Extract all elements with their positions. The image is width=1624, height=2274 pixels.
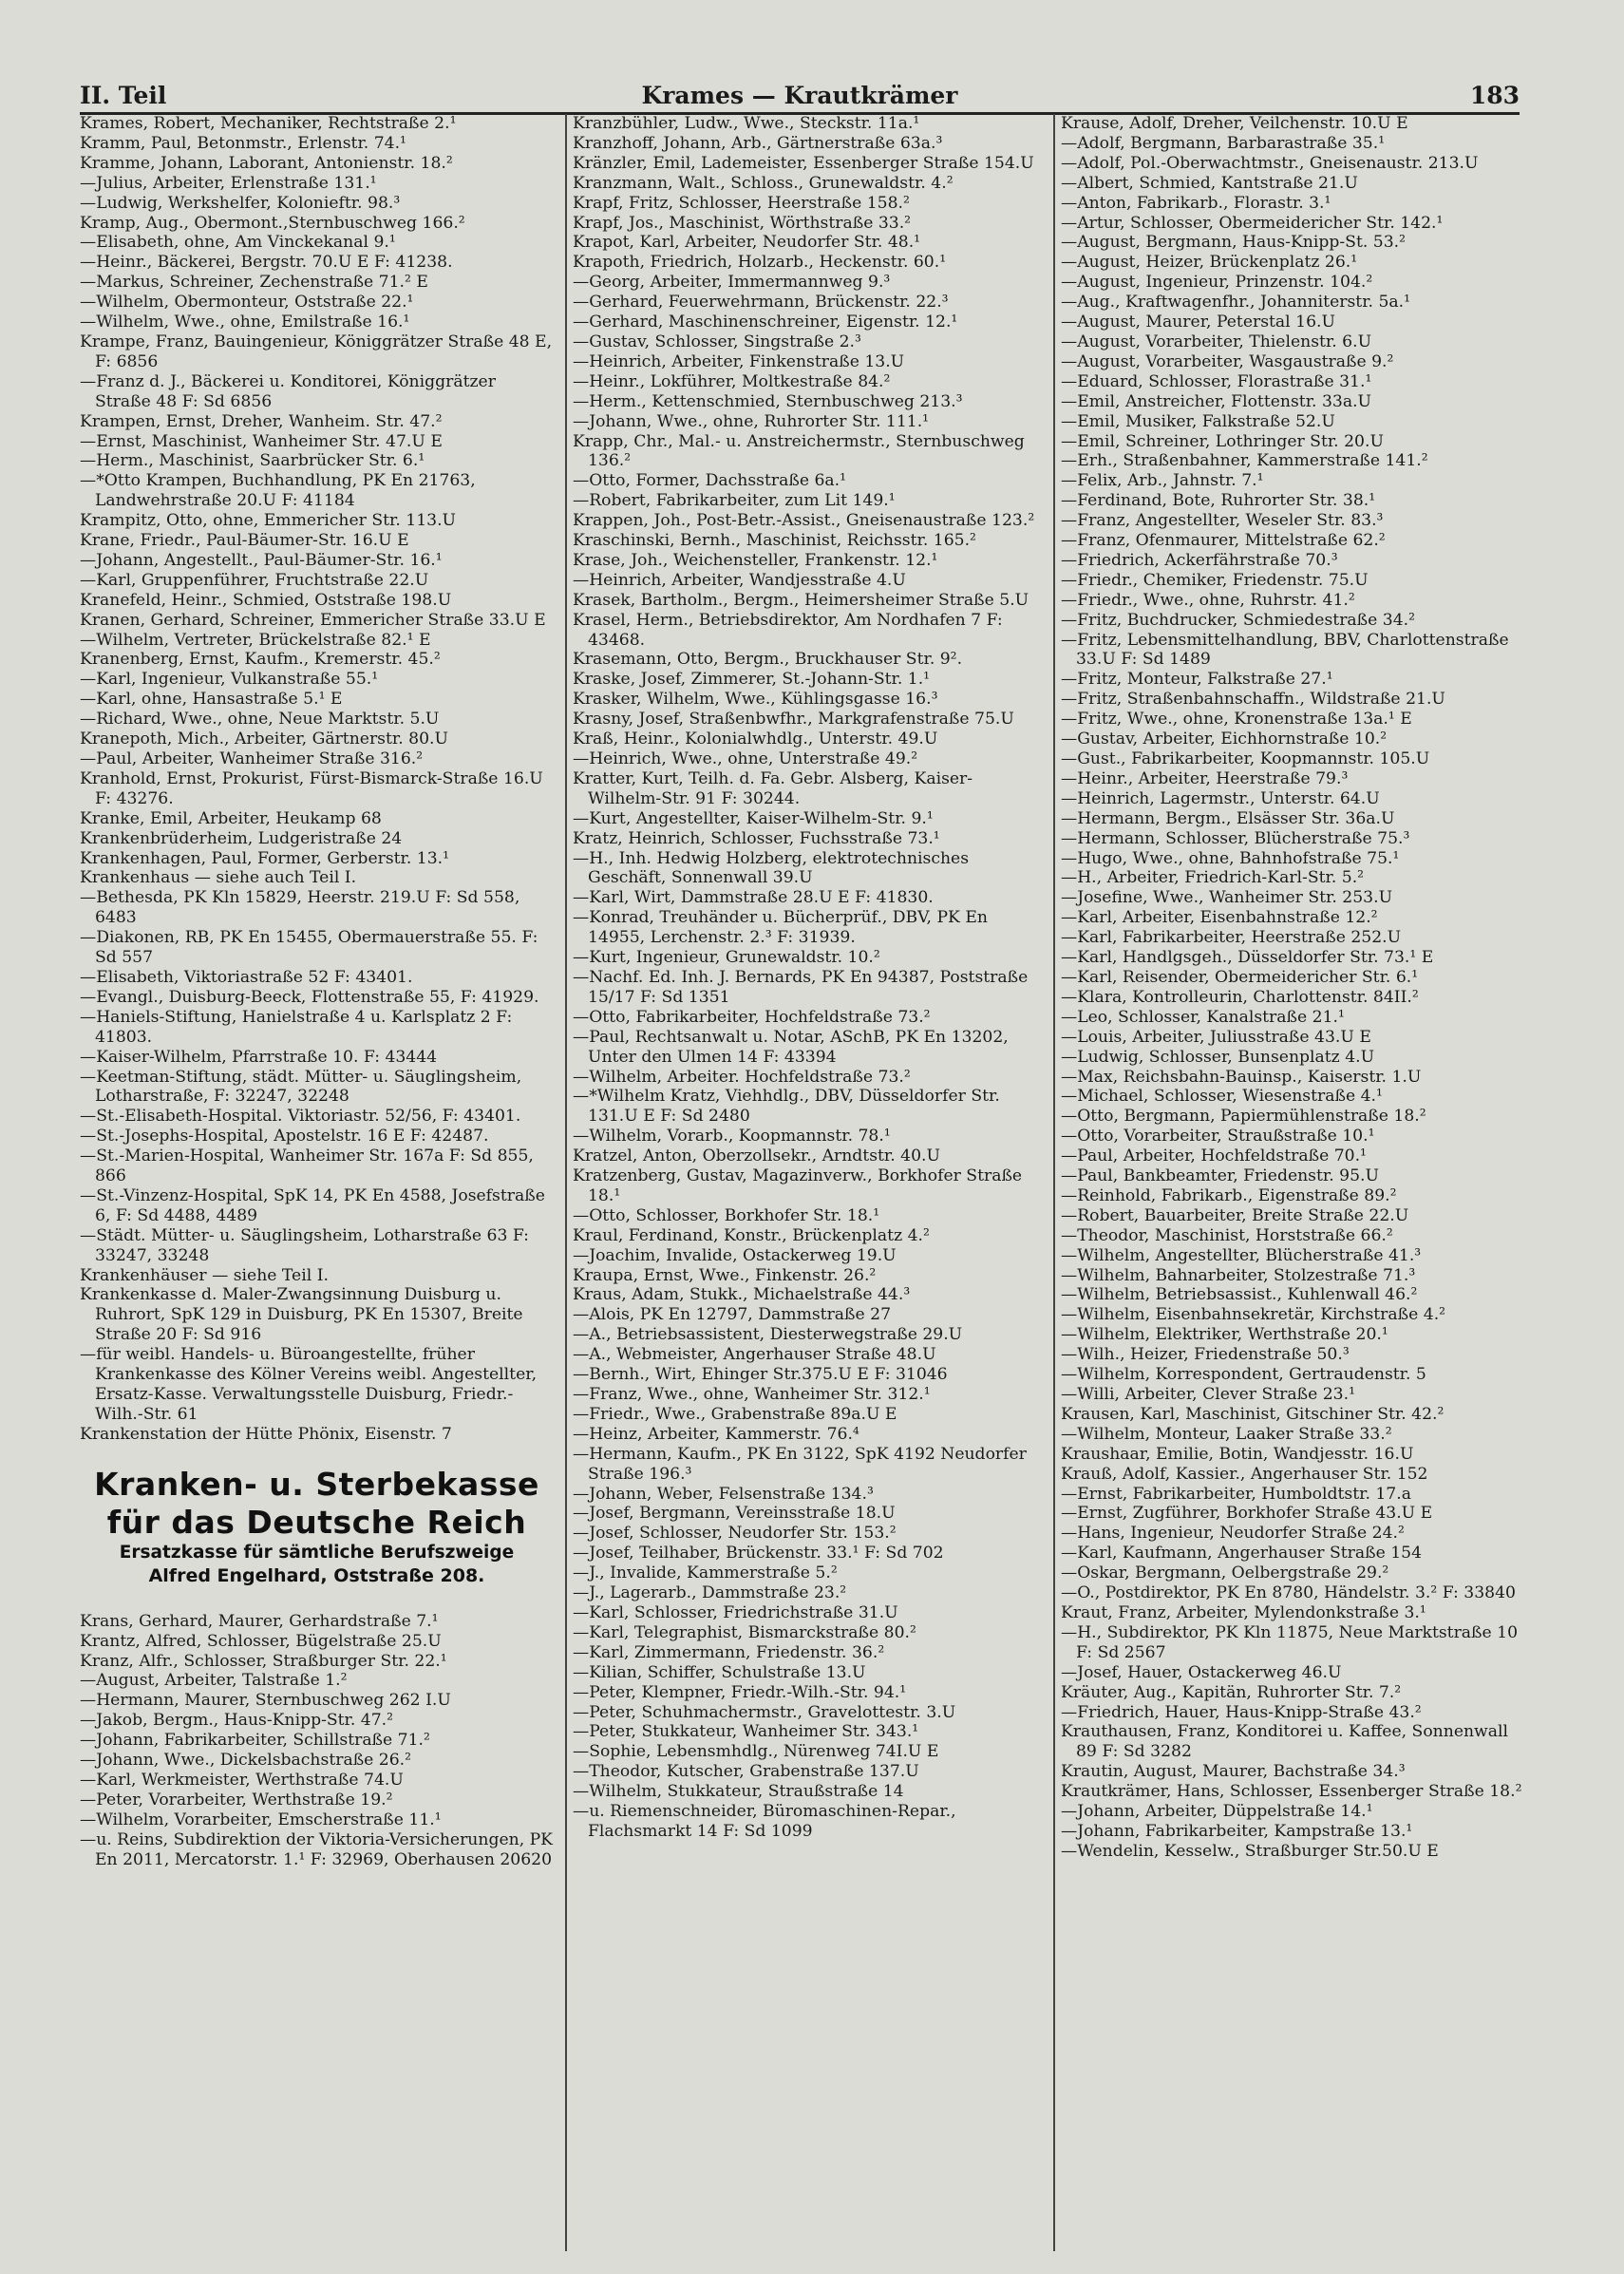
directory-entry: Krapot, Karl, Arbeiter, Neudorfer Str. 48.¹	[573, 233, 921, 253]
directory-entry: —Emil, Schreiner, Lothringer Str. 20.U	[1061, 431, 1384, 451]
directory-entry: Kraut, Franz, Arbeiter, Mylendonkstraße 3.¹	[1061, 1602, 1426, 1622]
directory-entry: —Diakonen, RB, PK En 15455, Obermauerstraße 55. F: Sd 557	[80, 928, 538, 968]
directory-entry: Krankenhagen, Paul, Former, Gerberstr. 13.¹	[80, 848, 450, 868]
directory-entry: —Otto, Fabrikarbeiter, Hochfeldstraße 73.²	[573, 1007, 931, 1027]
directory-entry: —August, Bergmann, Haus-Knipp-St. 53.²	[1061, 233, 1407, 253]
directory-entry: —J., Lagerarb., Dammstraße 23.²	[573, 1583, 847, 1603]
directory-entry: Krane, Friedr., Paul-Bäumer-Str. 16.U E	[80, 531, 409, 551]
directory-entry: Krauthausen, Franz, Konditorei u. Kaffee, Sonnenwall 89 F: Sd 3282	[1061, 1722, 1509, 1762]
directory-entry: —für weibl. Handels- u. Büroangestellte, früher Krankenkasse des Kölner Vereins weibl. Angestellter, Ersatz-Kasse. Verwaltungsstelle Duisburg, Friedr.-Wilh.-Str. 61	[80, 1345, 538, 1424]
directory-entry: —Michael, Schlosser, Wiesenstraße 4.¹	[1061, 1087, 1383, 1107]
directory-entry: —u. Riemenschneider, Büromaschinen-Repar., Flachsmarkt 14 F: Sd 1099	[573, 1802, 956, 1841]
directory-entry: Krasek, Bartholm., Bergm., Heimersheimer Straße 5.U	[573, 590, 1029, 610]
directory-entry: —Friedr., Chemiker, Friedenstr. 75.U	[1061, 570, 1369, 590]
directory-entry: —Hermann, Maurer, Sternbuschweg 262 I.U	[80, 1691, 451, 1711]
ad-contact: Alfred Engelhard, Oststraße 208.	[148, 1564, 485, 1586]
directory-entry: —Karl, Wirt, Dammstraße 28.U E F: 41830.	[573, 888, 934, 908]
directory-entry: —Paul, Arbeiter, Wanheimer Straße 316.²	[80, 749, 424, 768]
directory-entry: —Ernst, Maschinist, Wanheimer Str. 47.U E	[80, 431, 443, 451]
directory-entry: Krapp, Chr., Mal.- u. Anstreichermstr., Sternbuschweg 136.²	[573, 431, 1025, 471]
directory-entry: —Städt. Mütter- u. Säuglingsheim, Lotharstraße 63 F: 33247, 33248	[80, 1225, 529, 1265]
directory-entry: —August, Maurer, Peterstal 16.U	[1061, 313, 1335, 332]
column-1-entries-bottom	[80, 1612, 554, 1870]
directory-entry: —Emil, Anstreicher, Flottenstr. 33a.U	[1061, 391, 1372, 411]
directory-entry: Kranzhoff, Johann, Arb., Gärtnerstraße 63a.³	[573, 133, 943, 153]
directory-entry: —Fritz, Straßenbahnschaffn., Wildstraße 21.U	[1061, 690, 1445, 710]
directory-entry: —Ernst, Fabrikarbeiter, Humboldtstr. 17.a	[1061, 1484, 1411, 1504]
directory-entry: —Adolf, Bergmann, Barbarastraße 35.¹	[1061, 133, 1386, 153]
directory-entry: Kranepoth, Mich., Arbeiter, Gärtnerstr. 80.U	[80, 730, 448, 749]
directory-entry: —Otto, Bergmann, Papiermühlenstraße 18.²	[1061, 1107, 1426, 1127]
directory-entry: —A., Webmeister, Angerhauser Straße 48.U	[573, 1345, 936, 1365]
directory-entry: —Peter, Vorarbeiter, Werthstraße 19.²	[80, 1790, 393, 1810]
directory-entry: Krantz, Alfred, Schlosser, Bügelstraße 25.U	[80, 1631, 442, 1651]
directory-entry: Krampe, Franz, Bauingenieur, Königgrätzer Straße 48 E, F: 6856	[80, 332, 553, 371]
directory-entry: —Karl, Werkmeister, Werthstraße 74.U	[80, 1770, 404, 1790]
directory-entry: —Alois, PK En 12797, Dammstraße 27	[573, 1305, 892, 1325]
directory-entry: —Reinhold, Fabrikarb., Eigenstraße 89.²	[1061, 1185, 1397, 1205]
directory-entry: —Konrad, Treuhänder u. Bücherprüf., DBV, PK En 14955, Lerchenstr. 2.³ F: 31939.	[573, 908, 988, 948]
directory-entry: Kraus, Adam, Stukk., Michaelstraße 44.³	[573, 1285, 911, 1305]
directory-entry: —Anton, Fabrikarb., Florastr. 3.¹	[1061, 193, 1331, 213]
directory-entry: —Otto, Vorarbeiter, Straußstraße 10.¹	[1061, 1127, 1375, 1146]
directory-entry: Krautin, August, Maurer, Bachstraße 34.³	[1061, 1762, 1406, 1782]
directory-entry: —Karl, Arbeiter, Eisenbahnstraße 12.²	[1061, 908, 1378, 928]
directory-entry: —Karl, Ingenieur, Vulkanstraße 55.¹	[80, 670, 379, 690]
directory-entry: —Heinz, Arbeiter, Kammerstr. 76.⁴	[573, 1424, 859, 1444]
directory-entry: —Fritz, Buchdrucker, Schmiedestraße 34.²	[1061, 610, 1416, 630]
column-3	[1053, 114, 1527, 2251]
directory-entry: —Wilhelm, Arbeiter. Hochfeldstraße 73.²	[573, 1067, 911, 1087]
directory-entry: —Kurt, Angestellter, Kaiser-Wilhelm-Str. 9.¹	[573, 808, 934, 828]
directory-entry: —Jakob, Bergm., Haus-Knipp-Str. 47.²	[80, 1711, 394, 1731]
directory-entry: —Leo, Schlosser, Kanalstraße 21.¹	[1061, 1007, 1345, 1027]
directory-entry: Kratter, Kurt, Teilh. d. Fa. Gebr. Alsberg, Kaiser-Wilhelm-Str. 91 F: 30244.	[573, 768, 973, 808]
directory-entry: —Karl, Telegraphist, Bismarckstraße 80.²	[573, 1622, 916, 1642]
directory-entry: —Wilhelm, Betriebsassist., Kuhlenwall 46.²	[1061, 1285, 1418, 1305]
ad-title-line-1: Kranken- u. Sterbekasse	[94, 1465, 539, 1503]
directory-entry: Krankenstation der Hütte Phönix, Eisenstr. 7	[80, 1424, 452, 1444]
directory-entry: —Josef, Hauer, Ostackerweg 46.U	[1061, 1662, 1342, 1682]
directory-entry: Krappen, Joh., Post-Betr.-Assist., Gneisenaustraße 123.²	[573, 511, 1035, 531]
directory-entry: —Fritz, Wwe., ohne, Kronenstraße 13a.¹ E	[1061, 710, 1412, 730]
directory-entry: —Karl, Reisender, Obermeidericher Str. 6.¹	[1061, 967, 1419, 987]
directory-entry: Krampitz, Otto, ohne, Emmericher Str. 113.U	[80, 511, 457, 531]
directory-entry: —August, Vorarbeiter, Thielenstr. 6.U	[1061, 332, 1372, 351]
directory-entry: —Erh., Straßenbahner, Kammerstraße 141.²	[1061, 451, 1428, 471]
directory-entry: Kranke, Emil, Arbeiter, Heukamp 68	[80, 808, 382, 828]
directory-entry: —Klara, Kontrolleurin, Charlottenstr. 84II.²	[1061, 987, 1419, 1007]
directory-entry: —Wilhelm, Vorarb., Koopmannstr. 78.¹	[573, 1127, 891, 1146]
directory-entry: —Johann, Angestellt., Paul-Bäumer-Str. 16.¹	[80, 550, 443, 570]
directory-entry: —Paul, Arbeiter, Hochfeldstraße 70.¹	[1061, 1146, 1367, 1166]
directory-entry: —Wilhelm, Vorarbeiter, Emscherstraße 11.¹	[80, 1810, 442, 1829]
directory-entry: —Elisabeth, ohne, Am Vinckekanal 9.¹	[80, 233, 396, 253]
directory-entry: —Kurt, Ingenieur, Grunewaldstr. 10.²	[573, 948, 880, 968]
directory-entry: —Nachf. Ed. Inh. J. Bernards, PK En 94387, Poststraße 15/17 F: Sd 1351	[573, 967, 1029, 1007]
directory-entry: Krapoth, Friedrich, Holzarb., Heckenstr. 60.¹	[573, 253, 947, 273]
page-number: 183	[1469, 82, 1520, 109]
directory-entry: —Wilhelm, Angestellter, Blücherstraße 41.³	[1061, 1245, 1422, 1265]
directory-entry: —*Otto Krampen, Buchhandlung, PK En 21763, Landwehrstraße 20.U F: 41184	[80, 471, 476, 511]
directory-entry: Kratz, Heinrich, Schlosser, Fuchsstraße 73.¹	[573, 828, 940, 848]
directory-entry: —Heinrich, Lagermstr., Unterstr. 64.U	[1061, 788, 1380, 808]
directory-entry: —Georg, Arbeiter, Immermannweg 9.³	[573, 273, 891, 293]
directory-entry: —Bethesda, PK Kln 15829, Heerstr. 219.U F: Sd 558, 6483	[80, 888, 520, 928]
directory-entry: —Herm., Kettenschmied, Sternbuschweg 213.³	[573, 391, 963, 411]
directory-entry: —O., Postdirektor, PK En 8780, Händelstr. 3.² F: 33840	[1061, 1583, 1516, 1603]
directory-entry: —Karl, Zimmermann, Friedenstr. 36.²	[573, 1642, 885, 1662]
directory-entry: —u. Reins, Subdirektion der Viktoria-Versicherungen, PK En 2011, Mercatorstr. 1.¹ F: 32969, Oberhausen 20620	[80, 1829, 554, 1869]
directory-entry: —Franz, Angestellter, Weseler Str. 83.³	[1061, 511, 1384, 531]
directory-entry: Krautkrämer, Hans, Schlosser, Essenberger Straße 18.²	[1061, 1782, 1522, 1802]
directory-entry: —St.-Vinzenz-Hospital, SpK 14, PK En 4588, Josefstraße 6, F: Sd 4488, 4489	[80, 1185, 545, 1225]
directory-entry: —Ernst, Zugführer, Borkhofer Straße 43.U E	[1061, 1504, 1433, 1524]
directory-entry: —Paul, Bankbeamter, Friedenstr. 95.U	[1061, 1166, 1379, 1186]
ad-subtitle: Ersatzkasse für sämtliche Berufszweige	[119, 1542, 515, 1563]
directory-entry: —H., Arbeiter, Friedrich-Karl-Str. 5.²	[1061, 868, 1365, 888]
directory-entry: —Franz, Ofenmaurer, Mittelstraße 62.²	[1061, 531, 1386, 551]
directory-entry: —Peter, Klempner, Friedr.-Wilh.-Str. 94.¹	[573, 1682, 907, 1702]
directory-entry: —Haniels-Stiftung, Hanielstraße 4 u. Karlsplatz 2 F: 41803.	[80, 1007, 513, 1047]
directory-entry: —Herm., Maschinist, Saarbrücker Str. 6.¹	[80, 451, 425, 471]
directory-entry: —Wilhelm, Elektriker, Werthstraße 20.¹	[1061, 1325, 1388, 1345]
directory-entry: —Wilhelm, Obermonteur, Oststraße 22.¹	[80, 293, 414, 313]
directory-entry: —A., Betriebsassistent, Diesterwegstraße 29.U	[573, 1325, 963, 1345]
directory-entry: Kränzler, Emil, Lademeister, Essenberger Straße 154.U	[573, 153, 1034, 173]
directory-entry: —Oskar, Bergmann, Oelbergstraße 29.²	[1061, 1563, 1389, 1583]
directory-entry: —Heinrich, Arbeiter, Finkenstraße 13.U	[573, 351, 905, 371]
directory-entry: Kranen, Gerhard, Schreiner, Emmericher Straße 33.U E	[80, 610, 546, 630]
directory-entry: —Gustav, Schlosser, Singstraße 2.³	[573, 332, 861, 351]
directory-entry: —August, Ingenieur, Prinzenstr. 104.²	[1061, 273, 1373, 293]
directory-entry: —Karl, Handlgsgeh., Düsseldorfer Str. 73.¹ E	[1061, 948, 1434, 968]
directory-entry: Krapf, Jos., Maschinist, Wörthstraße 33.²	[573, 213, 912, 233]
directory-entry: —Josef, Teilhaber, Brückenstr. 33.¹ F: Sd 702	[573, 1544, 944, 1563]
directory-entry: —Wilhelm, Wwe., ohne, Emilstraße 16.¹	[80, 313, 410, 332]
directory-entry: —Louis, Arbeiter, Juliusstraße 43.U E	[1061, 1027, 1371, 1047]
directory-entry: —Johann, Weber, Felsenstraße 134.³	[573, 1484, 874, 1504]
directory-entry: —Friedrich, Hauer, Haus-Knipp-Straße 43.²	[1061, 1702, 1422, 1722]
directory-entry: —Elisabeth, Viktoriastraße 52 F: 43401.	[80, 967, 413, 987]
directory-entry: —Hermann, Bergm., Elsässer Str. 36a.U	[1061, 808, 1395, 828]
directory-entry: Krames, Robert, Mechaniker, Rechtstraße 2.¹	[80, 114, 457, 133]
directory-entry: —Franz, Wwe., ohne, Wanheimer Str. 312.¹	[573, 1385, 931, 1404]
directory-entry: Kraschinski, Bernh., Maschinist, Reichsstr. 165.²	[573, 531, 976, 551]
directory-entry: —Wilhelm, Eisenbahnsekretär, Kirchstraße 4.²	[1061, 1305, 1446, 1325]
directory-entry: —Robert, Fabrikarbeiter, zum Lit 149.¹	[573, 491, 896, 511]
directory-entry: Krausen, Karl, Maschinist, Gitschiner Str. 42.²	[1061, 1404, 1445, 1424]
directory-entry: —Wilh., Heizer, Friedenstraße 50.³	[1061, 1345, 1350, 1365]
directory-entry: —Felix, Arb., Jahnstr. 7.¹	[1061, 471, 1264, 491]
directory-entry: Kranzmann, Walt., Schloss., Grunewaldstr. 4.²	[573, 173, 954, 193]
directory-entry: —St.-Elisabeth-Hospital. Viktoriastr. 52/56, F: 43401.	[80, 1107, 521, 1127]
page-header	[80, 78, 1520, 115]
directory-entry: —Hugo, Wwe., ohne, Bahnhofstraße 75.¹	[1061, 848, 1400, 868]
directory-entry: Kraß, Heinr., Kolonialwhdlg., Unterstr. 49.U	[573, 730, 938, 749]
directory-entry: Kratzel, Anton, Oberzollsekr., Arndtstr. 40.U	[573, 1146, 941, 1166]
directory-entry: Krauß, Adolf, Kassier., Angerhauser Str. 152	[1061, 1464, 1428, 1484]
directory-entry: Kraske, Josef, Zimmerer, St.-Johann-Str. 1.¹	[573, 670, 931, 690]
directory-entry: Kraupa, Ernst, Wwe., Finkenstr. 26.²	[573, 1265, 877, 1285]
directory-entry: Krause, Adolf, Dreher, Veilchenstr. 10.U E	[1061, 114, 1408, 133]
directory-entry: —August, Arbeiter, Talstraße 1.²	[80, 1671, 348, 1691]
directory-entry: —Richard, Wwe., ohne, Neue Marktstr. 5.U	[80, 710, 440, 730]
directory-entry: —Ludwig, Werkshelfer, Kolonieftr. 98.³	[80, 193, 401, 213]
directory-entry: —Heinrich, Wwe., ohne, Unterstraße 49.²	[573, 749, 918, 768]
directory-entry: —Karl, Gruppenführer, Fruchtstraße 22.U	[80, 570, 429, 590]
directory-entry: —Karl, Schlosser, Friedrichstraße 31.U	[573, 1602, 898, 1622]
directory-entry: —Josefine, Wwe., Wanheimer Str. 253.U	[1061, 888, 1393, 908]
directory-entry: —Heinr., Arbeiter, Heerstraße 79.³	[1061, 768, 1349, 788]
running-title: Krames — Krautkrämer	[641, 82, 958, 109]
directory-entry: —H., Inh. Hedwig Holzberg, elektrotechnisches Geschäft, Sonnenwall 39.U	[573, 848, 970, 888]
directory-entry: Krasel, Herm., Betriebsdirektor, Am Nordhafen 7 F: 43468.	[573, 610, 1003, 650]
advertisement	[80, 1466, 554, 1587]
directory-entry: —Kaiser-Wilhelm, Pfarrstraße 10. F: 43444	[80, 1047, 438, 1067]
directory-entry: —Heinr., Lokführer, Moltkestraße 84.²	[573, 371, 891, 391]
directory-entry: —Paul, Rechtsanwalt u. Notar, ASchB, PK En 13202, Unter den Ulmen 14 F: 43394	[573, 1027, 1009, 1067]
directory-entry: Krase, Joh., Weichensteller, Frankenstr. 12.¹	[573, 550, 938, 570]
directory-entry: —Julius, Arbeiter, Erlenstraße 131.¹	[80, 173, 377, 193]
directory-entry: —Johann, Arbeiter, Düppelstraße 14.¹	[1061, 1802, 1373, 1822]
directory-entry: —*Wilhelm Kratz, Viehhdlg., DBV, Düsseldorfer Str. 131.U E F: Sd 2480	[573, 1087, 1000, 1127]
directory-entry: —Joachim, Invalide, Ostackerweg 19.U	[573, 1245, 897, 1265]
directory-entry: —Ludwig, Schlosser, Bunsenplatz 4.U	[1061, 1047, 1375, 1067]
ad-title-line-2: für das Deutsche Reich	[106, 1503, 527, 1541]
directory-entry: —Kilian, Schiffer, Schulstraße 13.U	[573, 1662, 866, 1682]
directory-entry: Krasemann, Otto, Bergm., Bruckhauser Str. 9².	[573, 650, 963, 670]
directory-entry: —Friedr., Wwe., Grabenstraße 89a.U E	[573, 1404, 897, 1424]
directory-entry: Kranzbühler, Ludw., Wwe., Steckstr. 11a.¹	[573, 114, 920, 133]
directory-entry: —Ferdinand, Bote, Ruhrorter Str. 38.¹	[1061, 491, 1376, 511]
directory-entry: Kramme, Johann, Laborant, Antonienstr. 18.²	[80, 153, 453, 173]
directory-entry: —St.-Marien-Hospital, Wanheimer Str. 167a F: Sd 855, 866	[80, 1146, 534, 1186]
directory-entry: —Albert, Schmied, Kantstraße 21.U	[1061, 173, 1358, 193]
directory-entry: —Otto, Schlosser, Borkhofer Str. 18.¹	[573, 1205, 880, 1225]
directory-entry: Kratzenberg, Gustav, Magazinverw., Borkhofer Straße 18.¹	[573, 1166, 1023, 1205]
directory-entry: —Max, Reichsbahn-Bauinsp., Kaiserstr. 1.U	[1061, 1067, 1422, 1087]
directory-entry: —Franz d. J., Bäckerei u. Konditorei, Königgrätzer Straße 48 F: Sd 6856	[80, 371, 496, 411]
directory-entry: —Heinr., Bäckerei, Bergstr. 70.U E F: 41238.	[80, 253, 453, 273]
directory-entry: —Friedr., Wwe., ohne, Ruhrstr. 41.²	[1061, 590, 1355, 610]
directory-entry: —Hans, Ingenieur, Neudorfer Straße 24.²	[1061, 1524, 1405, 1544]
directory-entry: —Wilhelm, Vertreter, Brückelstraße 82.¹ E	[80, 630, 431, 650]
directory-entry: —Gustav, Arbeiter, Eichhornstraße 10.²	[1061, 730, 1388, 749]
directory-entry: —Fritz, Monteur, Falkstraße 27.¹	[1061, 670, 1333, 690]
directory-entry: —Wilhelm, Bahnarbeiter, Stolzestraße 71.³	[1061, 1265, 1416, 1285]
directory-entry: —Peter, Schuhmachermstr., Gravelottestr. 3.U	[573, 1702, 956, 1722]
directory-entry: Krampen, Ernst, Dreher, Wanheim. Str. 47.²	[80, 411, 443, 431]
directory-entry: —Josef, Schlosser, Neudorfer Str. 153.²	[573, 1524, 897, 1544]
directory-entry: —Wilhelm, Stukkateur, Straußstraße 14	[573, 1782, 904, 1802]
directory-entry: —Fritz, Lebensmittelhandlung, BBV, Charlottenstraße 33.U F: Sd 1489	[1061, 630, 1509, 670]
directory-entry: —Artur, Schlosser, Obermeidericher Str. 142.¹	[1061, 213, 1444, 233]
directory-entry: —Johann, Wwe., Dickelsbachstraße 26.²	[80, 1751, 412, 1771]
directory-entry: —Markus, Schreiner, Zechenstraße 71.² E	[80, 273, 428, 293]
directory-entry: —Karl, Fabrikarbeiter, Heerstraße 252.U	[1061, 928, 1402, 948]
directory-entry: —Adolf, Pol.-Oberwachtmstr., Gneisenaustr. 213.U	[1061, 153, 1479, 173]
directory-entry: Kraul, Ferdinand, Konstr., Brückenplatz 4.²	[573, 1225, 930, 1245]
directory-entry: —Emil, Musiker, Falkstraße 52.U	[1061, 411, 1335, 431]
directory-entry: Kranefeld, Heinr., Schmied, Oststraße 198.U	[80, 590, 452, 610]
directory-entry: Krankenkasse d. Maler-Zwangsinnung Duisburg u. Ruhrort, SpK 129 in Duisburg, PK En 15307, Breite Straße 20 F: Sd 916	[80, 1285, 523, 1345]
directory-entry: —Gerhard, Feuerwehrmann, Brückenstr. 22.³	[573, 293, 949, 313]
directory-entry: —Peter, Stukkateur, Wanheimer Str. 343.¹	[573, 1722, 919, 1742]
directory-entry: —Evangl., Duisburg-Beeck, Flottenstraße 55, F: 41929.	[80, 987, 539, 1007]
directory-entry: Kraushaar, Emilie, Botin, Wandjesstr. 16.U	[1061, 1444, 1414, 1464]
directory-entry: Kramm, Paul, Betonmstr., Erlenstr. 74.¹	[80, 133, 406, 153]
directory-entry: Krasker, Wilhelm, Wwe., Kühlingsgasse 16.³	[573, 690, 938, 710]
directory-entry: —J., Invalide, Kammerstraße 5.²	[573, 1563, 838, 1583]
directory-entry: —Gust., Fabrikarbeiter, Koopmannstr. 105.U	[1061, 749, 1430, 768]
directory-entry: —Karl, Kaufmann, Angerhauser Straße 154	[1061, 1544, 1423, 1563]
directory-entry: —Johann, Fabrikarbeiter, Schillstraße 71.²	[80, 1731, 430, 1751]
directory-entry: —Heinrich, Arbeiter, Wandjesstraße 4.U	[573, 570, 906, 590]
column-2	[565, 114, 1041, 2251]
directory-entry: —August, Vorarbeiter, Wasgaustraße 9.²	[1061, 351, 1394, 371]
directory-entry: —Theodor, Kutscher, Grabenstraße 137.U	[573, 1762, 919, 1782]
directory-entry: —Wendelin, Kesselw., Straßburger Str.50.U E	[1061, 1841, 1439, 1861]
directory-entry: Krankenhaus — siehe auch Teil I.	[80, 868, 357, 888]
directory-entry: —Robert, Bauarbeiter, Breite Straße 22.U	[1061, 1205, 1409, 1225]
directory-entry: —August, Heizer, Brückenplatz 26.¹	[1061, 253, 1358, 273]
directory-entry: Krapf, Fritz, Schlosser, Heerstraße 158.²	[573, 193, 910, 213]
directory-entry: Krasny, Josef, Straßenbwfhr., Markgrafenstraße 75.U	[573, 710, 1014, 730]
directory-entry: —Friedrich, Ackerfährstraße 70.³	[1061, 550, 1338, 570]
column-1-entries-top	[80, 114, 554, 1445]
directory-entry: —Theodor, Maschinist, Horststraße 66.²	[1061, 1225, 1393, 1245]
directory-entry: —Wilhelm, Monteur, Laaker Straße 33.²	[1061, 1424, 1392, 1444]
directory-entry: Krankenhäuser — siehe Teil I.	[80, 1265, 329, 1285]
directory-entry: —Bernh., Wirt, Ehinger Str.375.U E F: 31046	[573, 1365, 948, 1385]
directory-entry: —Johann, Fabrikarbeiter, Kampstraße 13.¹	[1061, 1821, 1413, 1841]
directory-entry: —Eduard, Schlosser, Florastraße 31.¹	[1061, 371, 1372, 391]
directory-entry: Kranenberg, Ernst, Kaufm., Kremerstr. 45.²	[80, 650, 441, 670]
directory-entry: —Wilhelm, Korrespondent, Gertraudenstr. 5	[1061, 1365, 1426, 1385]
column-1	[80, 114, 554, 2251]
directory-entry: Krankenbrüderheim, Ludgeristraße 24	[80, 828, 403, 848]
directory-entry: Kramp, Aug., Obermont.,Sternbuschweg 166.²	[80, 213, 465, 233]
directory-entry: —H., Subdirektor, PK Kln 11875, Neue Marktstraße 10 F: Sd 2567	[1061, 1622, 1519, 1662]
directory-entry: —Aug., Kraftwagenfhr., Johanniterstr. 5a.¹	[1061, 293, 1410, 313]
directory-entry: —Josef, Bergmann, Vereinsstraße 18.U	[573, 1504, 896, 1524]
directory-entry: —Hermann, Schlosser, Blücherstraße 75.³	[1061, 828, 1410, 848]
directory-entry: —Gerhard, Maschinenschreiner, Eigenstr. 12.¹	[573, 313, 958, 332]
directory-entry: —Keetman-Stiftung, städt. Mütter- u. Säuglingsheim, Lotharstraße, F: 32247, 32248	[80, 1067, 522, 1107]
directory-entry: Krans, Gerhard, Maurer, Gerhardstraße 7.¹	[80, 1611, 439, 1631]
directory-entry: —Karl, ohne, Hansastraße 5.¹ E	[80, 690, 343, 710]
directory-entry: —Otto, Former, Dachsstraße 6a.¹	[573, 471, 847, 491]
directory-entry: Kräuter, Aug., Kapitän, Ruhrorter Str. 7.²	[1061, 1682, 1402, 1702]
section-label: II. Teil	[80, 82, 167, 109]
directory-entry: —Johann, Wwe., ohne, Ruhrorter Str. 111.¹	[573, 411, 930, 431]
directory-entry: —Hermann, Kaufm., PK En 3122, SpK 4192 Neudorfer Straße 196.³	[573, 1444, 1027, 1484]
directory-entry: —Sophie, Lebensmhdlg., Nürenweg 74I.U E	[573, 1742, 939, 1762]
directory-entry: —St.-Josephs-Hospital, Apostelstr. 16 E F: 42487.	[80, 1127, 489, 1146]
directory-entry: Kranz, Alfr., Schlosser, Straßburger Str. 22.¹	[80, 1651, 447, 1671]
directory-entry: Kranhold, Ernst, Prokurist, Fürst-Bismarck-Straße 16.U F: 43276.	[80, 768, 543, 808]
directory-entry: —Willi, Arbeiter, Clever Straße 23.¹	[1061, 1385, 1355, 1404]
